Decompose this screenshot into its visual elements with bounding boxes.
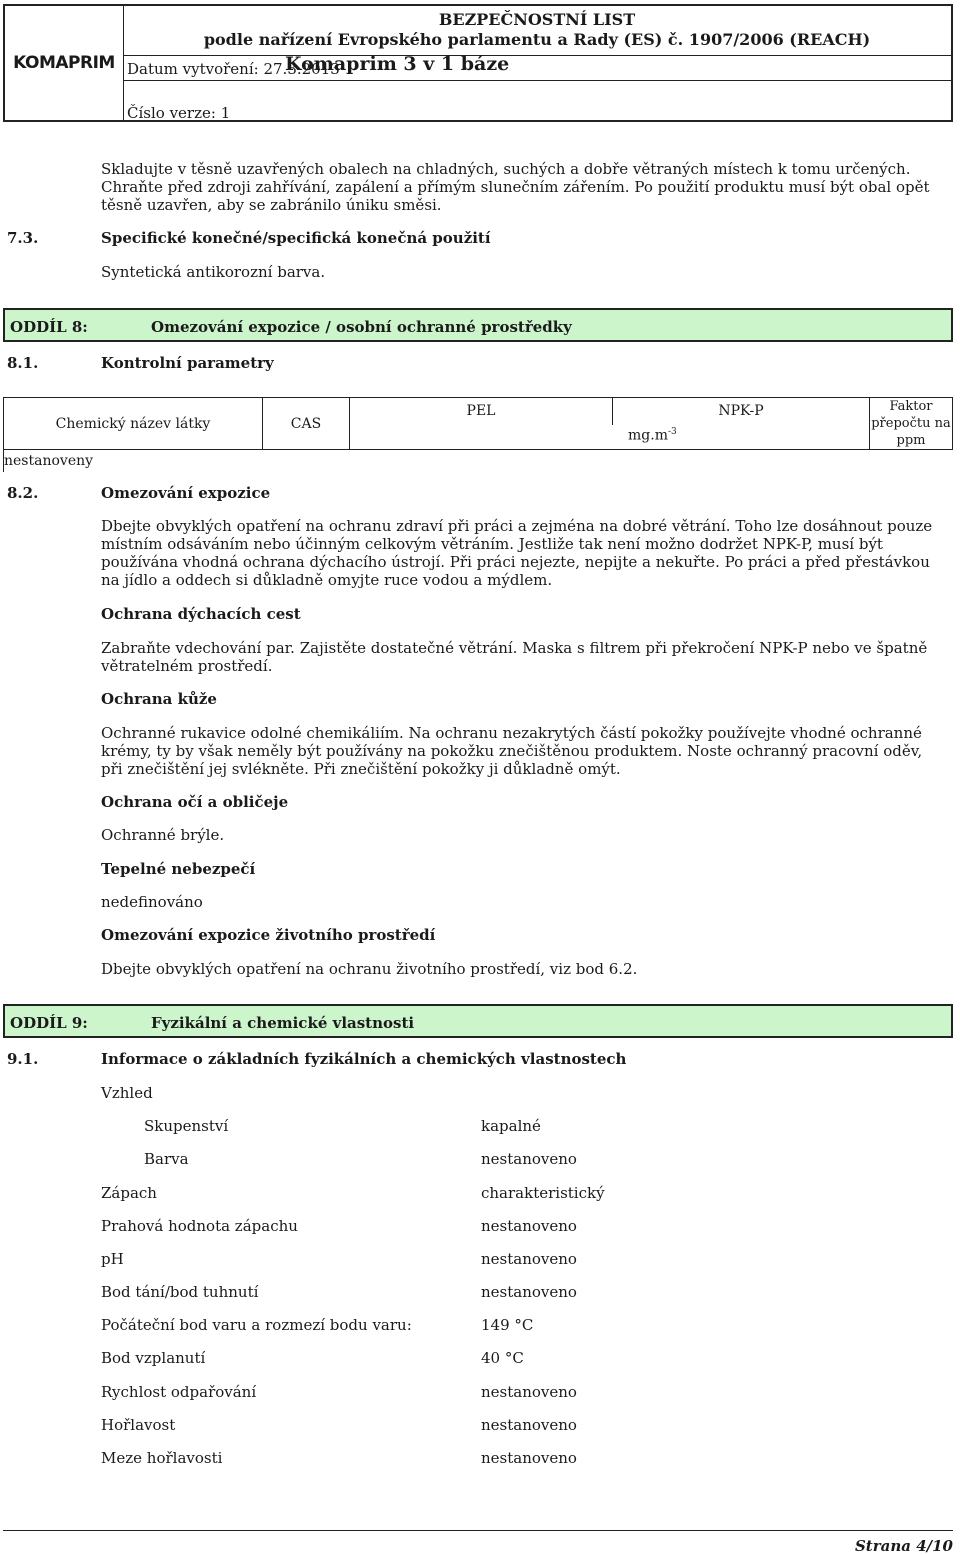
section-8-header — [3, 308, 953, 342]
table-empty-row: nestanoveny — [4, 450, 953, 472]
specific-use-text: Syntetická antikorozní barva. — [101, 263, 326, 281]
property-value: nestanoveno — [481, 1150, 577, 1168]
product-name: Komaprim 3 v 1 báze — [285, 53, 510, 75]
column-chemical-name: Chemický název látky — [4, 398, 263, 450]
property-label: pH — [101, 1250, 124, 1268]
section-9-title: Fyzikální a chemické vlastnosti — [151, 1014, 415, 1032]
column-conversion-factor: Faktor přepočtu na ppm — [871, 399, 951, 448]
property-label: Skupenství — [144, 1117, 229, 1135]
property-label: Barva — [144, 1150, 189, 1168]
subsection-8-1-number: 8.1. — [7, 354, 39, 372]
control-parameters-table — [3, 397, 953, 472]
creation-date: Datum vytvoření: 27.3.2013 — [127, 60, 340, 78]
respiratory-protection-title: Ochrana dýchacích cest — [101, 605, 301, 623]
subsection-8-2-title: Omezování expozice — [101, 484, 271, 502]
property-label: Bod tání/bod tuhnutí — [101, 1283, 259, 1301]
subsection-9-1-title: Informace o základních fyzikálních a chemických vlastnostech — [101, 1050, 627, 1068]
property-value: nestanoveno — [481, 1283, 577, 1301]
property-value: 149 °C — [481, 1316, 534, 1334]
column-unit: $mg.m^{-3}$ — [350, 425, 870, 450]
header-date-row — [123, 56, 951, 81]
section-9-number: ODDÍL 9: — [10, 1014, 88, 1032]
property-label: Bod vzplanutí — [101, 1349, 206, 1367]
column-cas: CAS — [263, 398, 350, 450]
property-label: Hořlavost — [101, 1416, 176, 1434]
exposure-control-text: Dbejte obvyklých opatření na ochranu zdraví při práci a zejména na dobré větrání. Toho lze dosáhnout pouze místním odsáváním nebo účinným celkovým větráním. Jestliže tak není možno dodržet NPK-P, musí být používána vhodná ochrana dýchacího ústrojí. Při práci nejezte, nepijte a nekuřte. Po práci a před přestávkou na jídlo a oddech si důkladně omyjte ruce vodou a mýdlem. — [101, 517, 933, 589]
property-label: Zápach — [101, 1184, 157, 1202]
subsection-9-1-number: 9.1. — [7, 1050, 39, 1068]
header-title-line2: podle nařízení Evropského parlamentu a Rady (ES) č. 1907/2006 (REACH) — [203, 30, 871, 49]
eye-protection-text: Ochranné brýle. — [101, 826, 225, 844]
header-title-line1: BEZPEČNOSTNÍ LIST — [438, 10, 636, 29]
environmental-exposure-text: Dbejte obvyklých opatření na ochranu životního prostředí, viz bod 6.2. — [101, 960, 638, 978]
respiratory-protection-text: Zabraňte vdechování par. Zajistěte dostatečné větrání. Maska s filtrem při překročení NPK-P nebo ve špatně větratelném prostředí. — [101, 639, 928, 675]
eye-protection-title: Ochrana očí a obličeje — [101, 793, 289, 811]
section-8-number: ODDÍL 8: — [10, 318, 88, 336]
appearance-label: Vzhled — [101, 1084, 153, 1102]
subsection-7-3-title: Specifické konečné/specifická konečná použití — [101, 229, 491, 247]
subsection-8-2-number: 8.2. — [7, 484, 39, 502]
column-pel: PEL — [350, 398, 613, 425]
property-value: nestanoveno — [481, 1449, 577, 1467]
header-title — [123, 6, 951, 56]
skin-protection-text: Ochranné rukavice odolné chemikáliím. Na ochranu nezakrytých částí pokožky používejte vhodné ochranné krémy, ty by však neměly být používány na pokožku znečištěnou produktem. Noste ochranný pracovní oděv, při znečištění jej svlékněte. Při znečištění pokožky ji důkladně omýt. — [101, 724, 923, 778]
section-9-header — [3, 1004, 953, 1038]
property-label: Meze hořlavosti — [101, 1449, 223, 1467]
property-label: Prahová hodnota zápachu — [101, 1217, 298, 1235]
subsection-7-3-number: 7.3. — [7, 229, 39, 247]
property-value: nestanoveno — [481, 1416, 577, 1434]
property-value: kapalné — [481, 1117, 541, 1135]
property-label: Počáteční bod varu a rozmezí bodu varu: — [101, 1316, 412, 1334]
document-header — [3, 4, 953, 122]
section-8-title: Omezování expozice / osobní ochranné prostředky — [151, 318, 572, 336]
property-value: charakteristický — [481, 1184, 605, 1202]
property-value: nestanoveno — [481, 1383, 577, 1401]
storage-text: Skladujte v těsně uzavřených obalech na chladných, suchých a dobře větraných místech k tomu určených. Chraňte před zdroji zahřívání, zapálení a přímým slunečním zářením. Po použití produktu musí být obal opět těsně uzavřen, aby se zabránilo úniku směsi. — [101, 160, 930, 214]
version-number: Číslo verze: 1 — [127, 104, 231, 122]
environmental-exposure-title: Omezování expozice životního prostředí — [101, 926, 436, 944]
column-npk: NPK-P — [613, 398, 870, 425]
property-value: 40 °C — [481, 1349, 524, 1367]
property-label: Rychlost odpařování — [101, 1383, 257, 1401]
footer-divider — [3, 1530, 953, 1531]
subsection-8-1-title: Kontrolní parametry — [101, 354, 274, 372]
thermal-hazard-text: nedefinováno — [101, 893, 203, 911]
skin-protection-title: Ochrana kůže — [101, 690, 217, 708]
header-version-row — [123, 80, 951, 120]
company-logo: KOMAPRIM — [5, 6, 124, 120]
property-value: nestanoveno — [481, 1250, 577, 1268]
page-number: Strana 4/10 — [854, 1537, 953, 1555]
property-value: nestanoveno — [481, 1217, 577, 1235]
thermal-hazard-title: Tepelné nebezpečí — [101, 860, 256, 878]
